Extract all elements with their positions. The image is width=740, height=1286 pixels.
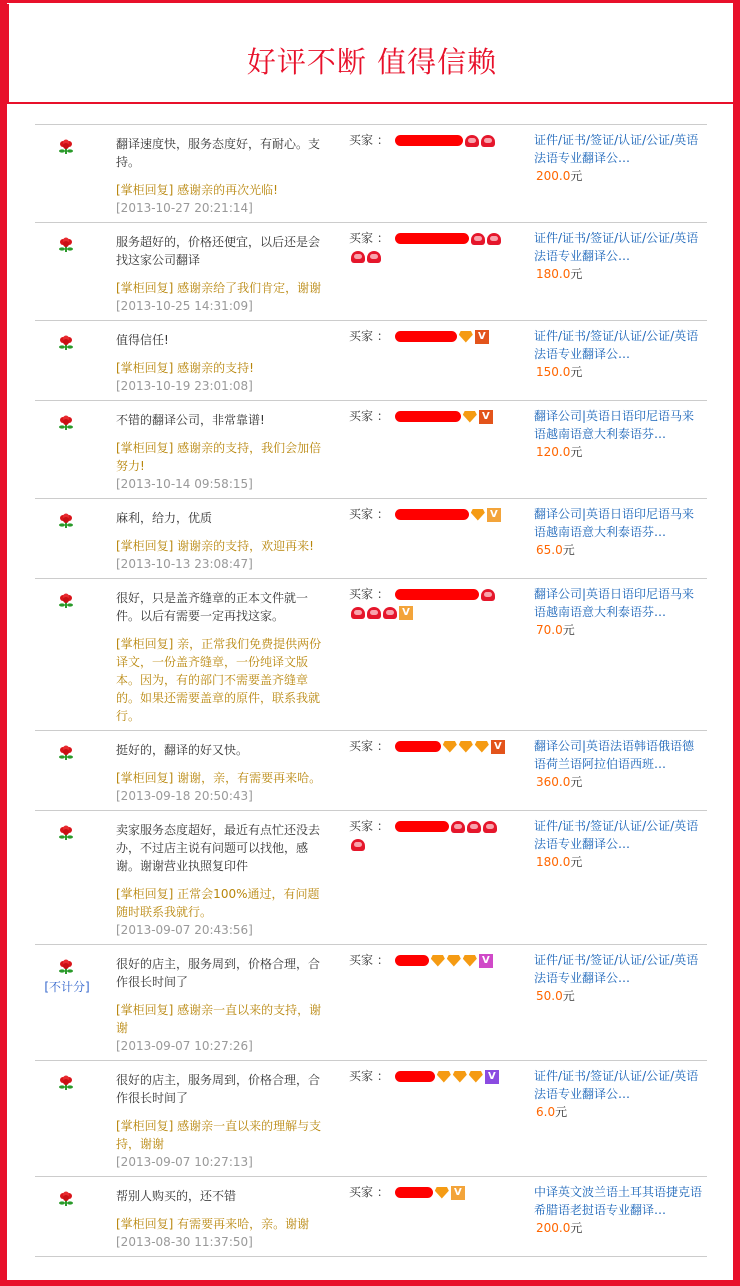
heart-credit-icon	[467, 821, 481, 833]
product-price: 65.0	[536, 543, 563, 557]
product-info	[534, 131, 704, 185]
seller-reply: [掌柜回复] 感谢亲给了我们肯定，谢谢	[116, 281, 322, 295]
price-line	[534, 853, 704, 871]
currency-unit: 元	[570, 169, 583, 183]
currency-unit: 元	[570, 1221, 583, 1235]
buyer-label: 买家 ：	[349, 507, 389, 521]
review-content	[116, 135, 331, 217]
currency-unit: 元	[562, 623, 575, 637]
flower-icon	[58, 415, 74, 431]
buyer-info	[349, 1183, 509, 1201]
buyer-info	[349, 1067, 509, 1085]
seller-reply: [掌柜回复] 谢谢，亲，有需要再来哈。	[116, 771, 322, 785]
currency-unit: 元	[570, 267, 583, 281]
diamond-credit-icon	[463, 411, 477, 423]
seller-reply: [掌柜回复] 感谢亲的再次光临!	[116, 183, 278, 197]
heart-credit-icon	[383, 607, 397, 619]
product-info	[534, 407, 704, 461]
buyer-info	[349, 737, 509, 755]
product-info	[534, 737, 704, 791]
buyer-label: 买家 ：	[349, 953, 389, 967]
flower-icon	[58, 1075, 74, 1091]
review-date: [2013-09-18 20:50:43]	[116, 789, 253, 803]
price-line	[534, 773, 704, 791]
heart-credit-icon	[471, 233, 485, 245]
product-info	[534, 817, 704, 871]
diamond-credit-icon	[435, 1187, 449, 1199]
review-text: 不错的翻译公司，非常靠谱!	[116, 413, 265, 427]
vip-level-icon: V	[475, 330, 489, 344]
heart-credit-icon	[483, 821, 497, 833]
vip-level-icon: V	[479, 954, 493, 968]
buyer-name-redacted[interactable]	[395, 509, 469, 520]
product-price: 200.0	[536, 169, 571, 183]
seller-reply: [掌柜回复] 正常会100%通过，有问题随时联系我就行。	[116, 887, 320, 919]
review-text: 很好的店主，服务周到，价格合理，合作很长时间了	[116, 1073, 321, 1105]
buyer-label: 买家 ：	[349, 133, 389, 147]
buyer-info	[349, 407, 509, 425]
review-content	[116, 233, 331, 315]
review-date: [2013-10-14 09:58:15]	[116, 477, 253, 491]
product-info	[534, 327, 704, 381]
review-date: [2013-10-25 14:31:09]	[116, 299, 253, 313]
price-line	[534, 1103, 704, 1121]
currency-unit: 元	[570, 775, 583, 789]
review-row	[35, 579, 707, 731]
review-text: 很好的店主，服务周到，价格合理，合作很长时间了	[116, 957, 321, 989]
flower-icon	[58, 237, 74, 253]
heart-credit-icon	[451, 821, 465, 833]
heart-credit-icon	[465, 135, 479, 147]
review-content	[116, 331, 331, 395]
buyer-name-redacted[interactable]	[395, 955, 429, 966]
heart-credit-icon	[351, 607, 365, 619]
heart-credit-icon	[367, 251, 381, 263]
no-count-label: [不计分]	[44, 980, 90, 994]
review-content	[116, 589, 331, 725]
review-content	[116, 821, 331, 939]
review-text: 服务超好的，价格还便宜，以后还是会找这家公司翻译	[116, 235, 321, 267]
product-link[interactable]: 中译英文波兰语土耳其语捷克语希腊语老挝语专业翻译…	[534, 1185, 703, 1217]
buyer-label: 买家 ：	[349, 819, 389, 833]
product-link[interactable]: 翻译公司|英语日语印尼语马来语越南语意大利泰语芬…	[534, 409, 695, 441]
product-price: 120.0	[536, 445, 571, 459]
flower-icon	[58, 1191, 74, 1207]
buyer-label: 买家 ：	[349, 1185, 389, 1199]
heart-credit-icon	[351, 839, 365, 851]
diamond-credit-icon	[453, 1071, 467, 1083]
buyer-credit-badges	[433, 1185, 465, 1199]
vip-level-icon: V	[479, 410, 493, 424]
heart-credit-icon	[367, 607, 381, 619]
banner-title: 好评不断 值得信赖	[246, 45, 498, 79]
review-row	[35, 811, 707, 945]
product-price: 70.0	[536, 623, 563, 637]
review-date: [2013-10-13 23:08:47]	[116, 557, 253, 571]
buyer-label: 买家 ：	[349, 587, 389, 601]
buyer-credit-badges	[457, 329, 489, 343]
price-line	[534, 265, 704, 283]
buyer-name-redacted[interactable]	[395, 233, 469, 244]
seller-reply: [掌柜回复] 感谢亲一直以来的理解与支持，谢谢	[116, 1119, 322, 1151]
diamond-credit-icon	[431, 955, 445, 967]
review-date: [2013-10-27 20:21:14]	[116, 201, 253, 215]
diamond-credit-icon	[471, 509, 485, 521]
review-row	[35, 223, 707, 321]
review-date: [2013-09-07 20:43:56]	[116, 923, 253, 937]
flower-icon	[58, 513, 74, 529]
buyer-label: 买家 ：	[349, 231, 389, 245]
buyer-label: 买家 ：	[349, 1069, 389, 1083]
heart-credit-icon	[487, 233, 501, 245]
flower-icon	[58, 745, 74, 761]
vip-level-icon: V	[491, 740, 505, 754]
buyer-name-redacted[interactable]	[395, 1071, 435, 1082]
buyer-info	[349, 951, 509, 969]
heart-credit-icon	[481, 589, 495, 601]
product-price: 50.0	[536, 989, 563, 1003]
buyer-credit-badges	[429, 953, 493, 967]
product-price: 6.0	[536, 1105, 556, 1119]
buyer-name-redacted[interactable]	[395, 135, 463, 146]
product-info	[534, 505, 704, 559]
buyer-credit-badges	[461, 409, 493, 423]
price-line	[534, 1219, 704, 1237]
product-price: 180.0	[536, 267, 571, 281]
seller-reply: [掌柜回复] 感谢亲一直以来的支持，谢谢	[116, 1003, 322, 1035]
product-info	[534, 229, 704, 283]
buyer-name-redacted[interactable]	[395, 821, 449, 832]
review-row	[35, 731, 707, 811]
product-link[interactable]: 证件/证书/签证/认证/公证/英语法语专业翻译公…	[534, 1069, 699, 1101]
buyer-credit-badges	[441, 739, 505, 753]
review-content	[116, 411, 331, 493]
currency-unit: 元	[555, 1105, 568, 1119]
diamond-credit-icon	[459, 331, 473, 343]
vip-level-icon: V	[451, 1186, 465, 1200]
product-price: 150.0	[536, 365, 571, 379]
review-row	[35, 1177, 707, 1257]
flower-icon	[58, 959, 74, 975]
price-line	[534, 363, 704, 381]
review-text: 帮别人购买的，还不错	[116, 1189, 237, 1203]
review-date: [2013-09-07 10:27:13]	[116, 1155, 253, 1169]
flower-icon	[58, 335, 74, 351]
product-link[interactable]: 证件/证书/签证/认证/公证/英语法语专业翻译公…	[534, 953, 699, 985]
flower-icon	[58, 139, 74, 155]
review-row	[35, 125, 707, 223]
buyer-label: 买家 ：	[349, 329, 389, 343]
flower-icon	[58, 593, 74, 609]
banner	[7, 4, 733, 104]
review-row	[35, 401, 707, 499]
review-content	[116, 1071, 331, 1171]
buyer-credit-badges	[463, 133, 495, 147]
review-list	[35, 124, 707, 1257]
review-text: 麻利，给力，优质	[116, 511, 213, 525]
diamond-credit-icon	[443, 741, 457, 753]
buyer-name-redacted[interactable]	[395, 741, 441, 752]
review-date: [2013-09-07 10:27:26]	[116, 1039, 253, 1053]
buyer-info	[349, 131, 509, 149]
price-line	[534, 167, 704, 185]
buyer-label: 买家 ：	[349, 409, 389, 423]
flower-icon	[58, 825, 74, 841]
seller-reply: [掌柜回复] 感谢亲的支持，我们会加倍努力!	[116, 441, 322, 473]
currency-unit: 元	[570, 855, 583, 869]
seller-reply: [掌柜回复] 感谢亲的支持!	[116, 361, 254, 375]
product-info	[534, 1067, 704, 1121]
product-link[interactable]: 翻译公司|英语日语印尼语马来语越南语意大利泰语芬…	[534, 587, 695, 619]
seller-reply: [掌柜回复] 有需要再来哈，亲。谢谢	[116, 1217, 310, 1231]
price-line	[534, 987, 704, 1005]
review-text: 很好，只是盖齐缝章的正本文件就一件。以后有需要一定再找这家。	[116, 591, 309, 623]
currency-unit: 元	[562, 543, 575, 557]
product-link[interactable]: 证件/证书/签证/认证/公证/英语法语专业翻译公…	[534, 329, 699, 361]
review-content	[116, 1187, 331, 1251]
product-link[interactable]: 翻译公司|英语日语印尼语马来语越南语意大利泰语芬…	[534, 507, 695, 539]
top-border	[0, 0, 740, 3]
price-line	[534, 443, 704, 461]
review-row	[35, 499, 707, 579]
product-price: 200.0	[536, 1221, 571, 1235]
review-row	[35, 945, 707, 1061]
buyer-info	[349, 229, 509, 265]
product-link[interactable]: 翻译公司|英语法语韩语俄语德语荷兰语阿拉伯语西班…	[534, 739, 695, 771]
product-link[interactable]: 证件/证书/签证/认证/公证/英语法语专业翻译公…	[534, 133, 699, 165]
review-content	[116, 741, 331, 805]
diamond-credit-icon	[447, 955, 461, 967]
vip-level-icon: V	[487, 508, 501, 522]
review-row	[35, 1061, 707, 1177]
buyer-name-redacted[interactable]	[395, 331, 457, 342]
diamond-credit-icon	[469, 1071, 483, 1083]
product-price: 360.0	[536, 775, 571, 789]
currency-unit: 元	[570, 445, 583, 459]
review-content	[116, 509, 331, 573]
heart-credit-icon	[351, 251, 365, 263]
seller-reply: [掌柜回复] 谢谢亲的支持，欢迎再来!	[116, 539, 314, 553]
review-text: 挺好的，翻译的好又快。	[116, 743, 249, 757]
diamond-credit-icon	[459, 741, 473, 753]
product-link[interactable]: 证件/证书/签证/认证/公证/英语法语专业翻译公…	[534, 231, 699, 263]
buyer-label: 买家 ：	[349, 739, 389, 753]
diamond-credit-icon	[475, 741, 489, 753]
review-row	[35, 321, 707, 401]
review-date: [2013-08-30 11:37:50]	[116, 1235, 253, 1249]
currency-unit: 元	[570, 365, 583, 379]
price-line	[534, 541, 704, 559]
buyer-info	[349, 817, 509, 853]
vip-level-icon: V	[399, 606, 413, 620]
price-line	[534, 621, 704, 639]
review-text: 翻译速度快，服务态度好，有耐心。支持。	[116, 137, 321, 169]
buyer-credit-badges	[469, 507, 501, 521]
vip-level-icon: V	[485, 1070, 499, 1084]
currency-unit: 元	[562, 989, 575, 1003]
buyer-name-redacted[interactable]	[395, 1187, 433, 1198]
buyer-info	[349, 585, 509, 621]
buyer-info	[349, 505, 509, 523]
product-price: 180.0	[536, 855, 571, 869]
buyer-credit-badges	[435, 1069, 499, 1083]
buyer-name-redacted[interactable]	[395, 589, 479, 600]
product-info	[534, 1183, 704, 1237]
seller-reply: [掌柜回复] 亲，正常我们免费提供两份译文，一份盖齐缝章，一份纯译文版本。因为，有的部门不需要盖齐缝章的。如果还需要盖章的原件，联系我就行。	[116, 637, 322, 723]
review-date: [2013-10-19 23:01:08]	[116, 379, 253, 393]
product-link[interactable]: 证件/证书/签证/认证/公证/英语法语专业翻译公…	[534, 819, 699, 851]
product-info	[534, 585, 704, 639]
diamond-credit-icon	[463, 955, 477, 967]
buyer-name-redacted[interactable]	[395, 411, 461, 422]
product-info	[534, 951, 704, 1005]
diamond-credit-icon	[437, 1071, 451, 1083]
review-text: 卖家服务态度超好，最近有点忙还没去办，不过店主说有问题可以找他，感谢。谢谢营业执照复印件	[116, 823, 321, 873]
buyer-info	[349, 327, 509, 345]
review-text: 值得信任!	[116, 333, 169, 347]
review-content	[116, 955, 331, 1055]
heart-credit-icon	[481, 135, 495, 147]
